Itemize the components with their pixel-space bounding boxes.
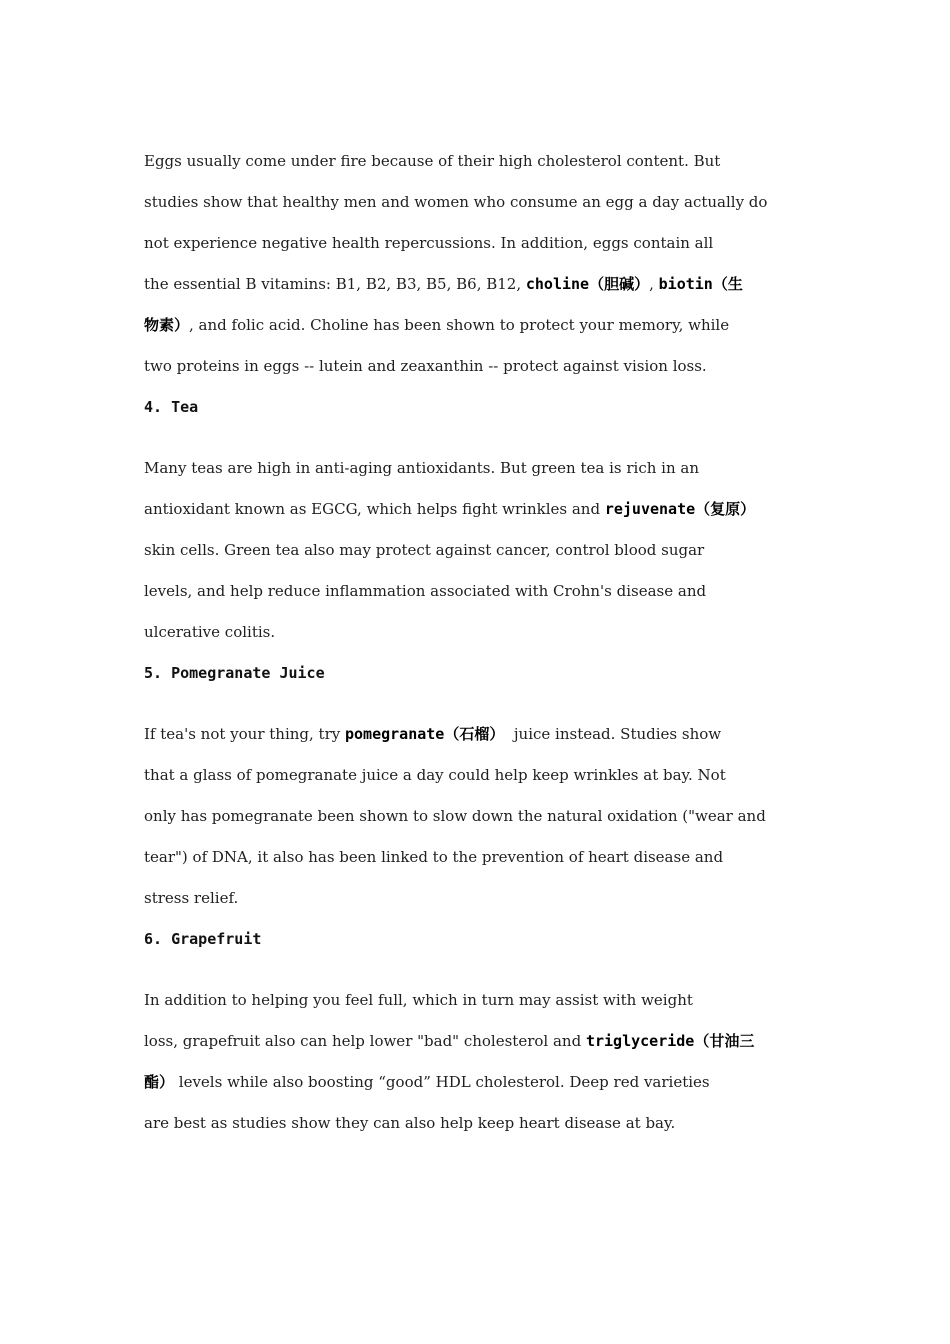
text-run: juice instead. Studies show <box>504 725 722 743</box>
text-run: , <box>649 275 659 293</box>
text-line: skin cells. Green tea also may protect against cancer, control blood sugar <box>144 541 705 559</box>
text-line <box>144 714 812 755</box>
text-line: Eggs usually come under fire because of their high cholesterol content. But <box>144 152 721 170</box>
text-line: Many teas are high in anti-aging antioxidants. But green tea is rich in an <box>144 459 699 477</box>
text-line: In addition to helping you feel full, which in turn may assist with weight <box>144 991 693 1009</box>
text-line: studies show that healthy men and women who consume an egg a day actually do <box>144 193 768 211</box>
text-line: only has pomegranate been shown to slow down the natural oxidation ("wear and <box>144 807 766 825</box>
text-line: that a glass of pomegranate juice a day could help keep wrinkles at bay. Not <box>144 766 726 784</box>
section-heading-pomegranate-juice: 5. Pomegranate Juice <box>144 664 325 682</box>
paragraph-tea <box>144 448 812 653</box>
text-run: the essential B vitamins: B1, B2, B3, B5, B6, B12, <box>144 275 526 293</box>
paragraph-pomegranate <box>144 714 812 919</box>
paragraph-grapefruit <box>144 980 812 1144</box>
glossary-term-biotin-cont: 物素） <box>144 316 190 334</box>
text-line <box>144 489 812 530</box>
text-run: antioxidant known as EGCG, which helps fight wrinkles and <box>144 500 605 518</box>
text-line <box>144 1062 812 1103</box>
glossary-term-triglyceride: triglyceride（甘油三 <box>585 1032 755 1050</box>
glossary-term-choline: choline（胆碱） <box>525 275 650 293</box>
text-line: are best as studies show they can also help keep heart disease at bay. <box>144 1114 676 1132</box>
paragraph-eggs <box>144 141 812 387</box>
section-heading-tea: 4. Tea <box>144 398 199 416</box>
glossary-term-biotin: biotin（生 <box>658 275 743 293</box>
text-run: levels while also boosting “good” HDL cholesterol. Deep red varieties <box>174 1073 710 1091</box>
text-run: If tea's not your thing, try <box>144 725 345 743</box>
text-line <box>144 264 812 305</box>
spacer <box>144 428 812 448</box>
glossary-term-pomegranate: pomegranate（石榴） <box>345 725 505 743</box>
text-run: , and folic acid. Choline has been shown to protect your memory, while <box>189 316 730 334</box>
document-body <box>144 141 812 1144</box>
glossary-term-rejuvenate: rejuvenate（复原） <box>604 500 756 518</box>
text-line: ulcerative colitis. <box>144 623 276 641</box>
spacer <box>144 960 812 980</box>
text-line: levels, and help reduce inflammation associated with Crohn's disease and <box>144 582 707 600</box>
text-line: stress relief. <box>144 889 239 907</box>
text-line: tear") of DNA, it also has been linked to the prevention of heart disease and <box>144 848 724 866</box>
text-run: loss, grapefruit also can help lower "bad" cholesterol and <box>144 1032 586 1050</box>
text-line <box>144 1021 812 1062</box>
section-heading-grapefruit: 6. Grapefruit <box>144 930 262 948</box>
text-line <box>144 305 812 346</box>
glossary-term-triglyceride-cont: 酯） <box>144 1073 175 1091</box>
text-line: two proteins in eggs -- lutein and zeaxanthin -- protect against vision loss. <box>144 357 707 375</box>
spacer <box>144 694 812 714</box>
text-line: not experience negative health repercussions. In addition, eggs contain all <box>144 234 714 252</box>
